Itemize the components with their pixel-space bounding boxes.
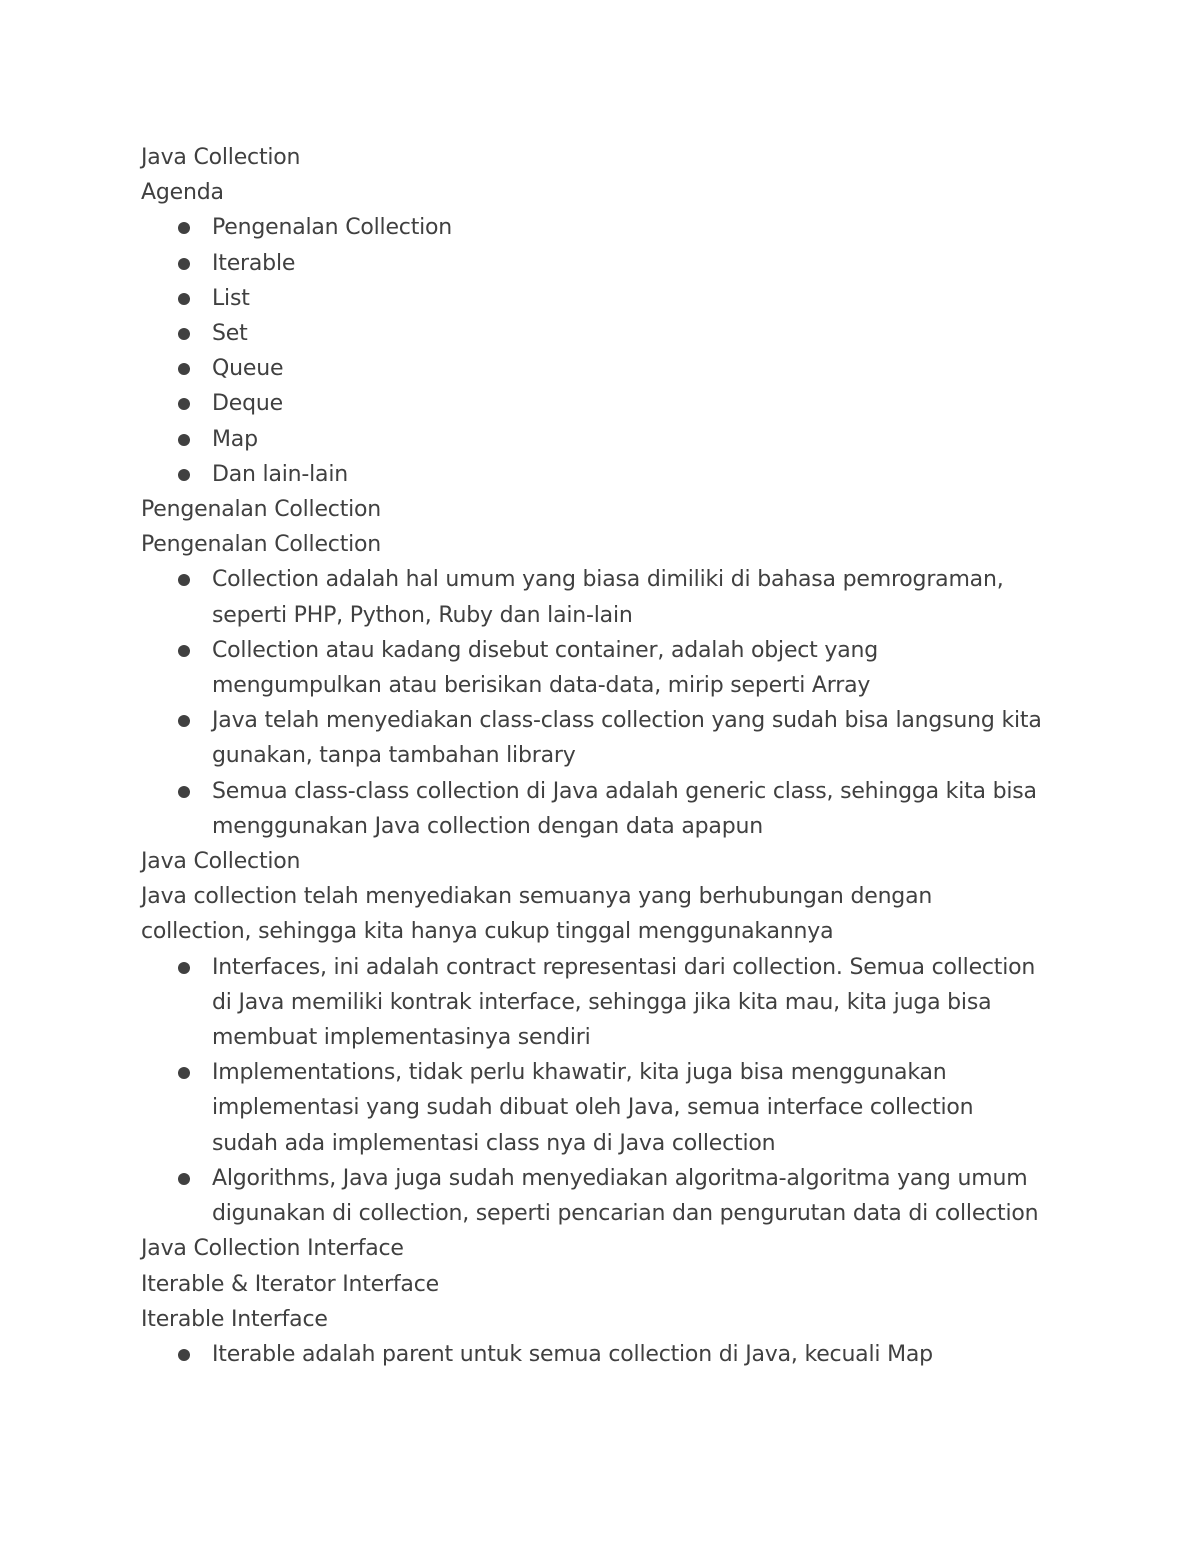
list-item-line: sudah ada implementasi class nya di Java collection (212, 1130, 776, 1156)
list-item-text: Set (212, 321, 248, 347)
list-item-text: Iterable adalah parent untuk semua collection di Java, kecuali Map (212, 1341, 933, 1367)
bullet-icon (178, 645, 190, 657)
list-item-line: digunakan di collection, seperti pencarian dan pengurutan data di collection (212, 1201, 1039, 1227)
bullet-icon (178, 363, 190, 375)
list-item (212, 562, 1081, 632)
list-item-line: gunakan, tanpa tambahan library (212, 743, 576, 769)
list-item-line: Collection adalah hal umum yang biasa dimiliki di bahasa pemrograman, (212, 567, 1004, 593)
list-item (212, 950, 1081, 1056)
bullet-icon (178, 434, 190, 446)
bullet-icon (178, 258, 190, 270)
list-item-line: mengumpulkan atau berisikan data-data, mirip seperti Array (212, 673, 871, 699)
list-item (212, 422, 1081, 457)
list-item-text: Queue (212, 356, 284, 382)
list-item (212, 246, 1081, 281)
bullet-icon (178, 574, 190, 586)
agenda-list (141, 210, 1081, 492)
list-item (212, 774, 1081, 844)
java-collection-list (141, 950, 1081, 1232)
list-item-line: implementasi yang sudah dibuat oleh Java, semua interface collection (212, 1095, 974, 1121)
bullet-icon (178, 398, 190, 410)
heading-java-collection: Java Collection (141, 145, 301, 170)
bullet-icon (178, 962, 190, 974)
list-item (212, 316, 1081, 351)
heading-iterable-iterator-interface: Iterable & Iterator Interface (141, 1271, 439, 1297)
bullet-icon (178, 786, 190, 798)
bullet-icon (178, 469, 190, 481)
list-item-text: Dan lain-lain (212, 461, 348, 487)
list-item (212, 351, 1081, 386)
list-item-text: Pengenalan Collection (212, 215, 453, 241)
list-item-text: Deque (212, 391, 283, 417)
heading-java-collection-2: Java Collection (141, 849, 301, 875)
list-item (212, 1337, 1081, 1372)
list-item (212, 281, 1081, 316)
list-item-line: menggunakan Java collection dengan data apapun (212, 813, 763, 839)
list-item (212, 703, 1081, 773)
list-item-line: di Java memiliki kontrak interface, sehingga jika kita mau, kita juga bisa (212, 989, 992, 1015)
list-item (212, 1161, 1081, 1231)
bullet-icon (178, 328, 190, 340)
iterable-list (141, 1337, 1081, 1372)
heading-pengenalan-collection: Pengenalan Collection (141, 497, 382, 523)
bullet-icon (178, 1173, 190, 1185)
heading-pengenalan-collection-2: Pengenalan Collection (141, 532, 382, 558)
list-item (212, 457, 1081, 492)
list-item-line: Java telah menyediakan class-class collection yang sudah bisa langsung kita (212, 708, 1042, 734)
paragraph-line: collection, sehingga kita hanya cukup tinggal menggunakannya (141, 919, 834, 945)
list-item-line: Algorithms, Java juga sudah menyediakan algoritma-algoritma yang umum (212, 1165, 1028, 1191)
paragraph-line: Java collection telah menyediakan semuanya yang berhubungan dengan (141, 884, 933, 910)
bullet-icon (178, 1067, 190, 1079)
list-item-line: Implementations, tidak perlu khawatir, kita juga bisa menggunakan (212, 1060, 947, 1086)
list-item (212, 1055, 1081, 1161)
list-item-text: List (212, 285, 250, 311)
list-item (212, 210, 1081, 245)
list-item-line: Semua class-class collection di Java adalah generic class, sehingga kita bisa (212, 778, 1037, 804)
list-item-line: Interfaces, ini adalah contract representasi dari collection. Semua collection (212, 954, 1036, 980)
heading-java-collection-interface: Java Collection Interface (141, 1236, 404, 1262)
list-item (212, 633, 1081, 703)
heading-iterable-interface: Iterable Interface (141, 1306, 328, 1332)
pengenalan-list (141, 562, 1081, 844)
list-item-text: Map (212, 426, 258, 452)
bullet-icon (178, 222, 190, 234)
bullet-icon (178, 293, 190, 305)
list-item-line: seperti PHP, Python, Ruby dan lain-lain (212, 602, 633, 628)
list-item-line: Collection atau kadang disebut container, adalah object yang (212, 637, 879, 663)
heading-agenda: Agenda (141, 180, 224, 206)
bullet-icon (178, 715, 190, 727)
document-body (141, 140, 1081, 1372)
list-item (212, 386, 1081, 421)
bullet-icon (178, 1349, 190, 1361)
list-item-text: Iterable (212, 250, 296, 276)
list-item-line: membuat implementasinya sendiri (212, 1025, 591, 1051)
